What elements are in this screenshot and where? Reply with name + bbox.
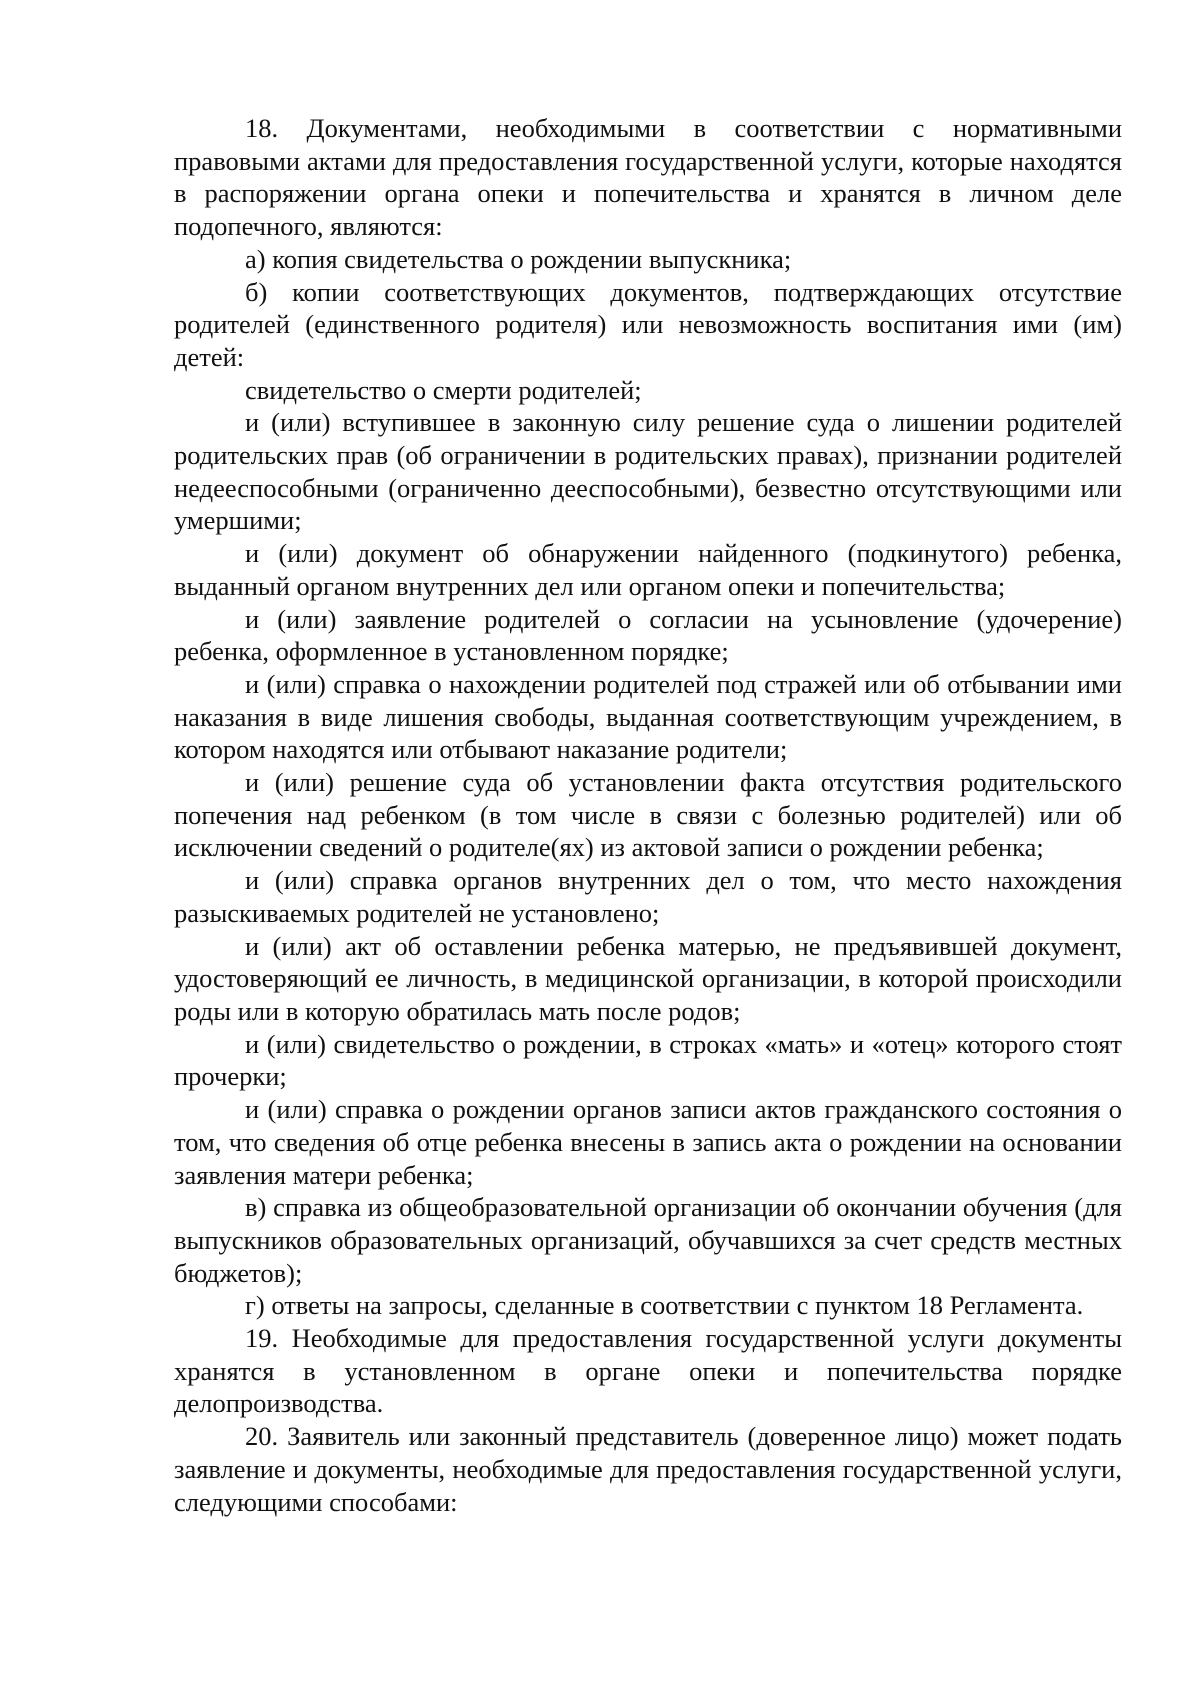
paragraph-item-v: в) справка из общеобразовательной организации об окончании обучения (для выпускников образовательных организаций, обучавшихся за счет средств местных бюджетов); bbox=[174, 1192, 1122, 1288]
paragraph-birth-certificate-dashes: и (или) свидетельство о рождении, в строках «мать» и «отец» которого стоят прочерки; bbox=[174, 1028, 1122, 1092]
paragraph-19: 19. Необходимые для предоставления государственной услуги документы хранятся в установленном в органе опеки и попечительства порядке делопроизводства. bbox=[174, 1323, 1122, 1419]
paragraph-18: 18. Документами, необходимыми в соответствии с нормативными правовыми актами для предоставления государственной услуги, которые находятся в распоряжении органа опеки и попечительства и хранятся в личном деле подопечного, являются: bbox=[174, 113, 1122, 242]
paragraph-custody-certificate: и (или) справка о нахождении родителей под стражей или об отбывании ими наказания в виде лишения свободы, выданная соответствующим учреждением, в котором находятся или отбывают наказание родители; bbox=[174, 668, 1122, 765]
paragraph-item-g: г) ответы на запросы, сделанные в соответствии с пунктом 18 Регламента. bbox=[245, 1290, 1084, 1321]
paragraph-death-certificate: свидетельство о смерти родителей; bbox=[245, 374, 642, 405]
paragraph-found-child-document: и (или) документ об обнаружении найденного (подкинутого) ребенка, выданный органом внутренних дел или органом опеки и попечительства; bbox=[174, 538, 1122, 601]
paragraph-civil-registry-certificate: и (или) справка о рождении органов записи актов гражданского состояния о том, что сведения об отце ребенка внесены в запись акта о рождении на основании заявления матери ребенка; bbox=[174, 1094, 1122, 1190]
paragraph-abandonment-act: и (или) акт об оставлении ребенка матерью, не предъявившей документ, удостоверяющий ее личность, в медицинской организации, в которой происходили роды или в которую обратилась мать после родов; bbox=[174, 930, 1122, 1026]
paragraph-police-certificate: и (или) справка органов внутренних дел о том, что место нахождения разыскиваемых родителей не установлено; bbox=[174, 865, 1122, 928]
paragraph-court-fact-decision: и (или) решение суда об установлении факта отсутствия родительского попечения над ребенком (в том числе в связи с болезнью родителей) или об исключении сведений о родителе(ях) из актовой записи о рождении ребенка; bbox=[174, 767, 1122, 863]
paragraph-court-decision: и (или) вступившее в законную силу решение суда о лишении родителей родительских прав (об ограничении в родительских правах), признании родителей недееспособными (ограниченно дееспособными), безвестно отсутствующими или умершими; bbox=[174, 407, 1122, 536]
paragraph-adoption-consent: и (или) заявление родителей о согласии на усыновление (удочерение) ребенка, оформленное в установленном порядке; bbox=[174, 603, 1122, 667]
paragraph-20: 20. Заявитель или законный представитель (доверенное лицо) может подать заявление и документы, необходимые для предоставления государственной услуги, следующими способами: bbox=[174, 1421, 1122, 1517]
paragraph-item-a: а) копия свидетельства о рождении выпускника; bbox=[245, 243, 792, 274]
paragraph-item-b: б) копии соответствующих документов, подтверждающих отсутствие родителей (единственного родителя) или невозможность воспитания ими (им) детей: bbox=[174, 276, 1122, 372]
document-body bbox=[174, 112, 1122, 1518]
